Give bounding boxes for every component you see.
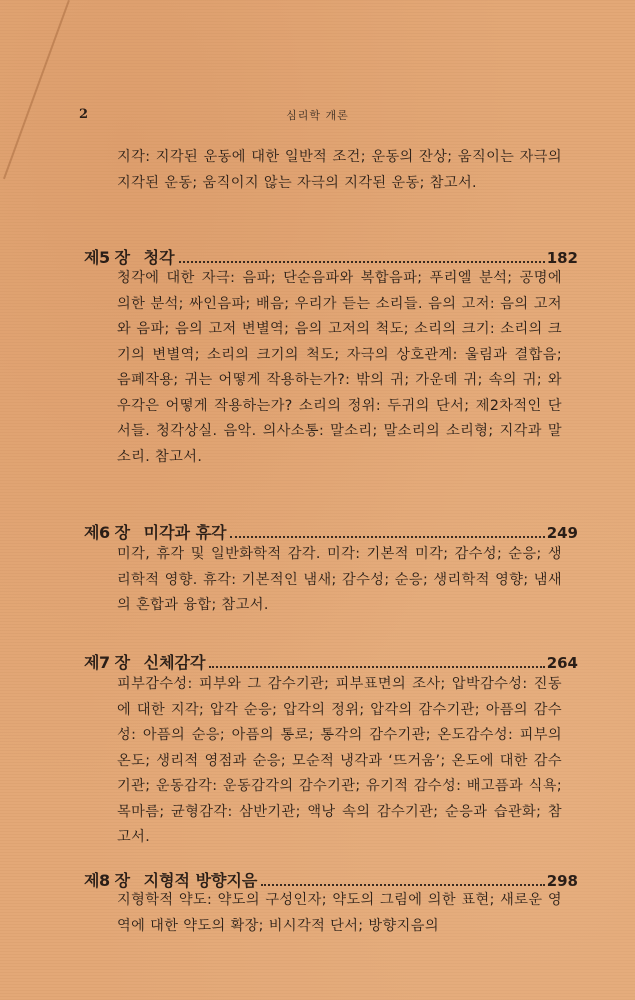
chapter-summary-5: 청각에 대한 자극: 음파; 단순음파와 복합음파; 푸리엘 분석; 공명에 의한 분석; 싸인음파; 배음; 우리가 듣는 소리들. 음의 고저: 음의 고저와 음파; 음의 고저 변별역; 음의 고저의 척도; 소리의 크기: 소리의 크기의 변별역; 소리의 크기의 척도; 자극의 상호관계: 울림과 결합음; 음폐작용; 귀는 어떻게 작용하는가?: 밖의 귀; 가운데 귀; 속의 귀; 와우각은 어떻게 작용하는가? 소리의 정위: 두귀의 단서; 제2차적인 단서들. 청각상실. 음악. 의사소통: 말소리; 말소리의 소리형; 지각과 말소리. 참고서. bbox=[117, 270, 562, 465]
chapter-number: 제5 장 bbox=[84, 248, 130, 267]
chapter-page: 298 bbox=[546, 872, 578, 890]
chapter-title: 미각과 휴각 bbox=[143, 523, 227, 542]
chapter-summary-7: 피부감수성: 피부와 그 감수기관; 피부표면의 조사; 압박감수성: 진동에 대한 지각; 압각 순응; 압각의 정위; 압각의 감수기관; 아픔의 감수성: 아픔의 순응; 아픔의 통로; 통각의 감수기관; 온도감수성: 피부의 온도; 생리적 영점과 순응; 모순적 냉각과 ‘뜨거움’; 온도에 대한 감수기관; 운동감각: 운동감각의 감수기관; 유기적 감수성: 배고픔과 식욕; 목마름; 균형감각: 삼반기관; 액낭 속의 감수기관; 순응과 습관화; 참고서. bbox=[117, 676, 562, 845]
paper-crease bbox=[3, 0, 70, 179]
page-header bbox=[0, 107, 635, 127]
chapter-title: 청각 bbox=[143, 248, 175, 267]
chapter-page: 249 bbox=[546, 524, 578, 542]
dot-leader bbox=[230, 536, 544, 538]
dot-leader bbox=[209, 666, 544, 668]
chapter-page: 182 bbox=[546, 249, 578, 267]
running-title: 심리학 개론 bbox=[286, 109, 349, 122]
dot-leader bbox=[179, 261, 545, 263]
intro-paragraph: 지각: 지각된 운동에 대한 일반적 조건; 운동의 잔상; 움직이는 자극의 지각된 운동; 움직이지 않는 자극의 지각된 운동; 참고서. bbox=[117, 149, 562, 191]
chapter-number: 제6 장 bbox=[84, 523, 130, 542]
chapter-title: 신체감각 bbox=[143, 653, 206, 672]
chapter-heading-7[interactable] bbox=[84, 650, 578, 674]
chapter-page: 264 bbox=[546, 654, 578, 672]
dot-leader bbox=[261, 884, 544, 886]
chapter-summary-6: 미각, 휴각 및 일반화학적 감각. 미각: 기본적 미각; 감수성; 순응; 생리학적 영향. 휴각: 기본적인 냄새; 감수성; 순응; 생리학적 영향; 냄새의 혼합과 융합; 참고서. bbox=[117, 546, 562, 613]
chapter-heading-6[interactable] bbox=[84, 520, 578, 544]
chapter-summary-8: 지형학적 약도: 약도의 구성인자; 약도의 그림에 의한 표현; 새로운 영역에 대한 약도의 확장; 비시각적 단서; 방향지음의 bbox=[117, 892, 562, 934]
page-number: 2 bbox=[79, 107, 89, 122]
chapter-number: 제7 장 bbox=[84, 653, 130, 672]
chapter-number: 제8 장 bbox=[84, 871, 130, 890]
chapter-title: 지형적 방향지음 bbox=[143, 871, 258, 890]
